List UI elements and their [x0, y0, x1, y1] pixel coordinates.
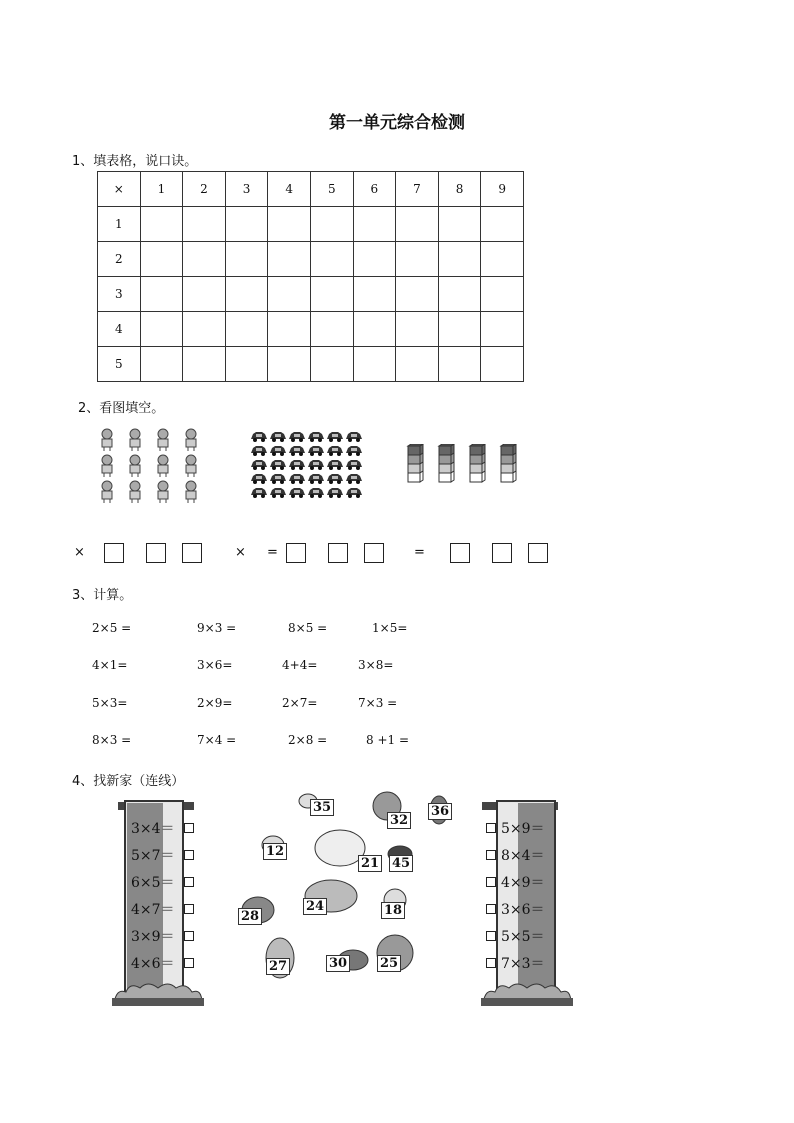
answer-cell[interactable] — [481, 207, 524, 242]
car-icon — [270, 474, 286, 484]
car-icon — [308, 460, 324, 470]
connect-box[interactable] — [184, 931, 194, 941]
calc-problem: 8 +1 = — [366, 733, 410, 747]
answer-cell[interactable] — [438, 277, 481, 312]
car-icon — [251, 488, 267, 498]
car-icon — [251, 460, 267, 470]
animal-number: 18 — [381, 902, 405, 919]
question-4-heading: 4、找新家（连线） — [72, 774, 185, 789]
calc-problem: 9×3 = — [197, 621, 237, 635]
table-row — [98, 347, 524, 382]
animal-number: 36 — [428, 803, 452, 820]
calc-problem: 7×4 = — [197, 733, 237, 747]
equals-symbol: = — [414, 545, 425, 560]
animal-number: 24 — [303, 898, 327, 915]
answer-cell[interactable] — [438, 207, 481, 242]
car-icon — [346, 488, 362, 498]
car-icon — [270, 488, 286, 498]
car-icon — [327, 460, 343, 470]
right-equation: 5×5＝ — [501, 929, 545, 945]
connect-box[interactable] — [486, 958, 496, 968]
animal-number: 30 — [326, 955, 350, 972]
answer-cell[interactable] — [140, 312, 183, 347]
pillar-bush — [112, 980, 204, 1006]
answer-cell[interactable] — [353, 207, 396, 242]
connect-box[interactable] — [486, 877, 496, 887]
answer-cell[interactable] — [353, 277, 396, 312]
answer-box[interactable] — [450, 543, 470, 563]
car-icon — [270, 460, 286, 470]
connect-box[interactable] — [184, 904, 194, 914]
answer-box[interactable] — [146, 543, 166, 563]
animal-number: 28 — [238, 908, 262, 925]
answer-box[interactable] — [328, 543, 348, 563]
answer-cell[interactable] — [183, 312, 226, 347]
answer-cell[interactable] — [396, 242, 439, 277]
table-row — [98, 242, 524, 277]
answer-cell[interactable] — [183, 347, 226, 382]
calc-problem: 8×3 = — [92, 733, 132, 747]
multiplication-table — [97, 171, 524, 382]
answer-cell[interactable] — [140, 242, 183, 277]
animal-number: 45 — [389, 855, 413, 872]
connect-box[interactable] — [184, 958, 194, 968]
answer-cell[interactable] — [268, 277, 311, 312]
equals-symbol: = — [267, 545, 278, 560]
answer-cell[interactable] — [396, 312, 439, 347]
connect-box[interactable] — [184, 850, 194, 860]
car-icon — [346, 446, 362, 456]
car-icon — [346, 432, 362, 442]
table-header-cell: 4 — [268, 172, 311, 207]
answer-cell[interactable] — [183, 277, 226, 312]
car-icon — [251, 446, 267, 456]
table-header-cell: 1 — [140, 172, 183, 207]
cube-stack-icon — [501, 444, 516, 482]
table-header-cell: 3 — [225, 172, 268, 207]
answer-cell[interactable] — [225, 242, 268, 277]
calc-problem: 2×5 = — [92, 621, 132, 635]
answer-cell[interactable] — [481, 277, 524, 312]
car-icon — [346, 460, 362, 470]
car-icon — [327, 432, 343, 442]
figure-cubes — [406, 444, 522, 486]
car-icon — [251, 474, 267, 484]
table-row — [98, 207, 524, 242]
calc-problem: 4×1= — [92, 658, 128, 672]
answer-cell[interactable] — [225, 277, 268, 312]
answer-box[interactable] — [528, 543, 548, 563]
left-equation: 4×7＝ — [131, 902, 175, 918]
car-icon — [270, 432, 286, 442]
car-icon — [270, 446, 286, 456]
animal-number: 35 — [310, 799, 334, 816]
question-2-heading: 2、看图填空。 — [78, 401, 165, 416]
times-symbol: × — [74, 545, 85, 560]
answer-cell[interactable] — [225, 347, 268, 382]
table-header-cell: 5 — [310, 172, 353, 207]
animal-number: 25 — [377, 955, 401, 972]
animal-number: 32 — [387, 812, 411, 829]
answer-cell[interactable] — [438, 312, 481, 347]
table-row — [98, 312, 524, 347]
answer-box[interactable] — [104, 543, 124, 563]
answer-cell[interactable] — [353, 312, 396, 347]
connect-box[interactable] — [184, 877, 194, 887]
left-equation: 6×5＝ — [131, 875, 175, 891]
table-header-cell: 7 — [396, 172, 439, 207]
row-label: 5 — [98, 347, 141, 382]
table-header-cell: 6 — [353, 172, 396, 207]
answer-cell[interactable] — [140, 277, 183, 312]
car-icon — [289, 460, 305, 470]
answer-cell[interactable] — [268, 207, 311, 242]
animal-number: 12 — [263, 843, 287, 860]
answer-box[interactable] — [364, 543, 384, 563]
row-label: 1 — [98, 207, 141, 242]
question-1-heading: 1、填表格，说口诀。 — [72, 154, 198, 169]
car-icon — [327, 488, 343, 498]
answer-cell[interactable] — [183, 207, 226, 242]
connect-box[interactable] — [486, 823, 496, 833]
answer-cell[interactable] — [438, 347, 481, 382]
car-icon — [308, 474, 324, 484]
pillar-bush — [481, 980, 573, 1006]
answer-cell[interactable] — [353, 242, 396, 277]
answer-cell[interactable] — [481, 312, 524, 347]
calc-problem: 2×8 = — [288, 733, 328, 747]
row-label: 3 — [98, 277, 141, 312]
answer-cell[interactable] — [140, 347, 183, 382]
right-equation: 7×3＝ — [501, 956, 545, 972]
times-symbol: × — [235, 545, 246, 560]
answer-cell[interactable] — [268, 347, 311, 382]
calc-problem: 3×6= — [197, 658, 233, 672]
cube-stack-icon — [408, 444, 423, 482]
calc-problem: 3×8= — [358, 658, 394, 672]
connect-box[interactable] — [486, 850, 496, 860]
answer-cell[interactable] — [310, 277, 353, 312]
left-equation: 3×4＝ — [131, 821, 175, 837]
calc-problem: 8×5 = — [288, 621, 328, 635]
figure-cars — [250, 430, 366, 502]
answer-cell[interactable] — [396, 207, 439, 242]
answer-cell[interactable] — [481, 347, 524, 382]
calc-problem: 2×9= — [197, 696, 233, 710]
table-header-row — [98, 172, 524, 207]
car-icon — [289, 432, 305, 442]
calc-problem: 4+4= — [282, 658, 318, 672]
answer-cell[interactable] — [396, 347, 439, 382]
car-icon — [308, 432, 324, 442]
left-equation: 5×7＝ — [131, 848, 175, 864]
answer-cell[interactable] — [353, 347, 396, 382]
table-header-cell: 8 — [438, 172, 481, 207]
cube-stack-icon — [439, 444, 454, 482]
calc-problem: 5×3= — [92, 696, 128, 710]
car-icon — [289, 446, 305, 456]
answer-cell[interactable] — [183, 242, 226, 277]
answer-box[interactable] — [286, 543, 306, 563]
cube-stack-icon — [470, 444, 485, 482]
connect-box[interactable] — [486, 904, 496, 914]
page-title: 第一单元综合检测 — [329, 113, 465, 133]
answer-cell[interactable] — [310, 347, 353, 382]
figure-people — [96, 426, 208, 504]
table-header-cell: × — [98, 172, 141, 207]
right-equation: 3×6＝ — [501, 902, 545, 918]
right-equation: 8×4＝ — [501, 848, 545, 864]
answer-cell[interactable] — [268, 312, 311, 347]
connect-box[interactable] — [184, 823, 194, 833]
car-icon — [327, 446, 343, 456]
table-header-cell: 2 — [183, 172, 226, 207]
car-icon — [346, 474, 362, 484]
person-icon — [102, 429, 112, 451]
car-icon — [251, 432, 267, 442]
answer-cell[interactable] — [140, 207, 183, 242]
answer-cell[interactable] — [225, 207, 268, 242]
left-equation: 4×6＝ — [131, 956, 175, 972]
car-icon — [289, 488, 305, 498]
table-header-cell: 9 — [481, 172, 524, 207]
answer-cell[interactable] — [225, 312, 268, 347]
answer-cell[interactable] — [310, 242, 353, 277]
car-icon — [289, 474, 305, 484]
connect-box[interactable] — [486, 931, 496, 941]
answer-cell[interactable] — [481, 242, 524, 277]
car-icon — [308, 446, 324, 456]
question-3-heading: 3、计算。 — [72, 588, 133, 603]
row-label: 4 — [98, 312, 141, 347]
answer-box[interactable] — [492, 543, 512, 563]
answer-cell[interactable] — [268, 242, 311, 277]
row-label: 2 — [98, 242, 141, 277]
calc-problem: 7×3 = — [358, 696, 398, 710]
answer-cell[interactable] — [438, 242, 481, 277]
right-equation: 5×9＝ — [501, 821, 545, 837]
answer-box[interactable] — [182, 543, 202, 563]
table-row — [98, 277, 524, 312]
left-equation: 3×9＝ — [131, 929, 175, 945]
calc-problem: 2×7= — [282, 696, 318, 710]
calc-problem: 1×5= — [372, 621, 408, 635]
car-icon — [308, 488, 324, 498]
car-icon — [327, 474, 343, 484]
answer-cell[interactable] — [396, 277, 439, 312]
right-equation: 4×9＝ — [501, 875, 545, 891]
answer-cell[interactable] — [310, 207, 353, 242]
answer-cell[interactable] — [310, 312, 353, 347]
animal-number: 27 — [266, 958, 290, 975]
animal-number: 21 — [358, 855, 382, 872]
